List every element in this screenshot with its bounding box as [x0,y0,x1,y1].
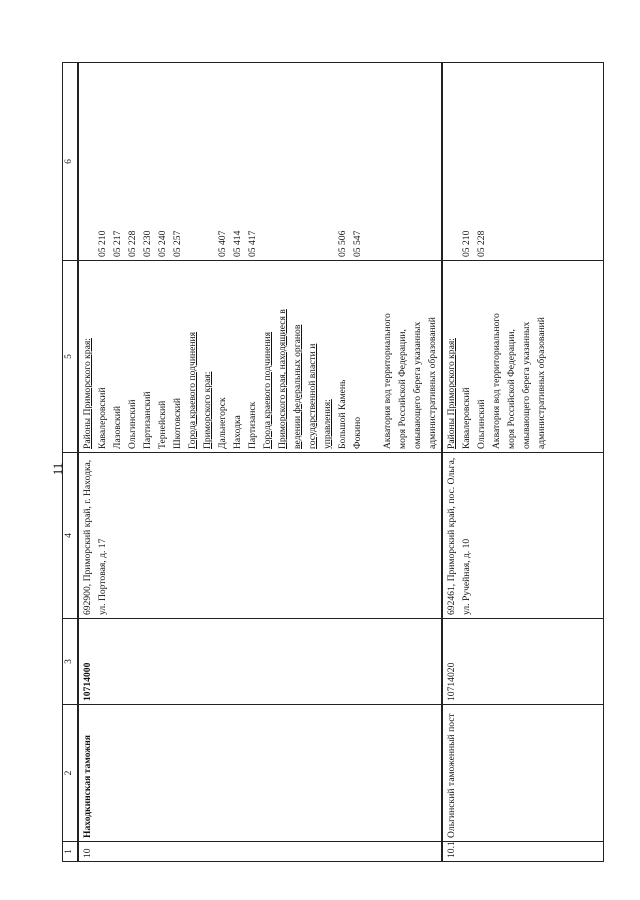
territory-line: ведении федеральных органов [292,324,303,449]
oktmo-code: 05 230 [142,230,153,257]
oktmo-code: 05 228 [476,230,487,257]
customs-name: Находкинская таможня [78,705,442,842]
territory-line: Приморского края: [202,371,213,449]
territory-line: Лазовский [112,406,123,449]
territory-line [365,264,380,449]
oktmo-code: 05 217 [112,230,123,257]
territory-line: административных образований [536,317,547,449]
col-header-6: 6 [63,63,79,261]
territory-line: Районы Приморского края: [82,338,93,449]
territory-line: омывающего берега указанных [412,321,423,449]
customs-code: 10714020 [442,619,604,705]
row-number: 10 [78,842,442,862]
oktmo-code: 05 257 [172,230,183,257]
table-row [78,63,442,862]
territory-line: Шкотовский [172,397,183,449]
territory-line: Акватория вод территориального [491,313,502,449]
oktmo-code: 05 210 [461,230,472,257]
customs-name: Ольгинский таможенный пост [442,705,604,842]
oktmo-code [80,66,95,257]
oktmo-code [305,66,320,257]
territory-line: Города краевого подчинения [262,331,273,449]
territory-line: Приморского края, находящиеся в [277,309,288,449]
customs-address: 692461, Приморский край, пос. Ольга, ул. Ручейная, д. 10 [442,453,604,619]
col-header-1: 1 [63,842,79,862]
territory-line: государственной власти и [307,343,318,449]
oktmo-code: 05 210 [97,230,108,257]
header-row [63,63,79,862]
oktmo-code [425,66,440,257]
territory-list [78,261,442,453]
col-header-3: 3 [63,619,79,705]
oktmo-code [290,66,305,257]
oktmo-code: 05 547 [352,230,363,257]
oktmo-code [489,66,504,257]
table-row [442,63,604,862]
territory-line: Ольгинский [127,399,138,449]
page-number: 11 [50,462,65,476]
oktmo-code: 05 240 [157,230,168,257]
oktmo-code [185,66,200,257]
oktmo-code: 05 506 [337,230,348,257]
territory-line: Партизанск [247,401,258,449]
oktmo-code [365,66,380,257]
oktmo-code: 05 417 [247,230,258,257]
territory-line: Дальнегорск [217,397,228,449]
row-number: 10.1 [442,842,604,862]
territory-line: Районы Приморского края: [446,338,457,449]
oktmo-code [444,66,459,257]
territory-line: административных образований [427,317,438,449]
oktmo-code [410,66,425,257]
oktmo-code [260,66,275,257]
oktmo-code [380,66,395,257]
territory-line: Акватория вод территориального [382,313,393,449]
territory-line: управления: [322,399,333,449]
oktmo-code: 05 414 [232,230,243,257]
oktmo-code [534,66,549,257]
oktmo-codes [442,63,604,261]
oktmo-code [275,66,290,257]
oktmo-code [200,66,215,257]
territory-line: Кавалеровский [461,387,472,449]
oktmo-codes [78,63,442,261]
territory-line: Тернейский [157,400,168,449]
territory-line: моря Российской Федерации, [397,329,408,449]
territory-line: Находка [232,415,243,449]
territory-line: Большой Камень [337,379,348,449]
oktmo-code [519,66,534,257]
customs-address: 692900, Приморский край, г. Находка, ул. Портовая, д. 17 [78,453,442,619]
territory-line: омывающего берега указанных [521,321,532,449]
col-header-4: 4 [63,453,79,619]
territory-line: Фокино [352,416,363,449]
territory-line: Партизанский [142,391,153,449]
oktmo-code: 05 228 [127,230,138,257]
oktmo-code [395,66,410,257]
territory-list [442,261,604,453]
customs-code: 10714000 [78,619,442,705]
customs-table [62,62,604,862]
col-header-5: 5 [63,261,79,453]
oktmo-code [504,66,519,257]
customs-table-sheet [62,62,604,862]
col-header-2: 2 [63,705,79,842]
oktmo-code: 05 407 [217,230,228,257]
territory-line: Кавалеровский [97,387,108,449]
oktmo-code [320,66,335,257]
territory-line: Города краевого подчинения [187,331,198,449]
territory-line: Ольгинский [476,399,487,449]
territory-line: моря Российской Федерации, [506,329,517,449]
